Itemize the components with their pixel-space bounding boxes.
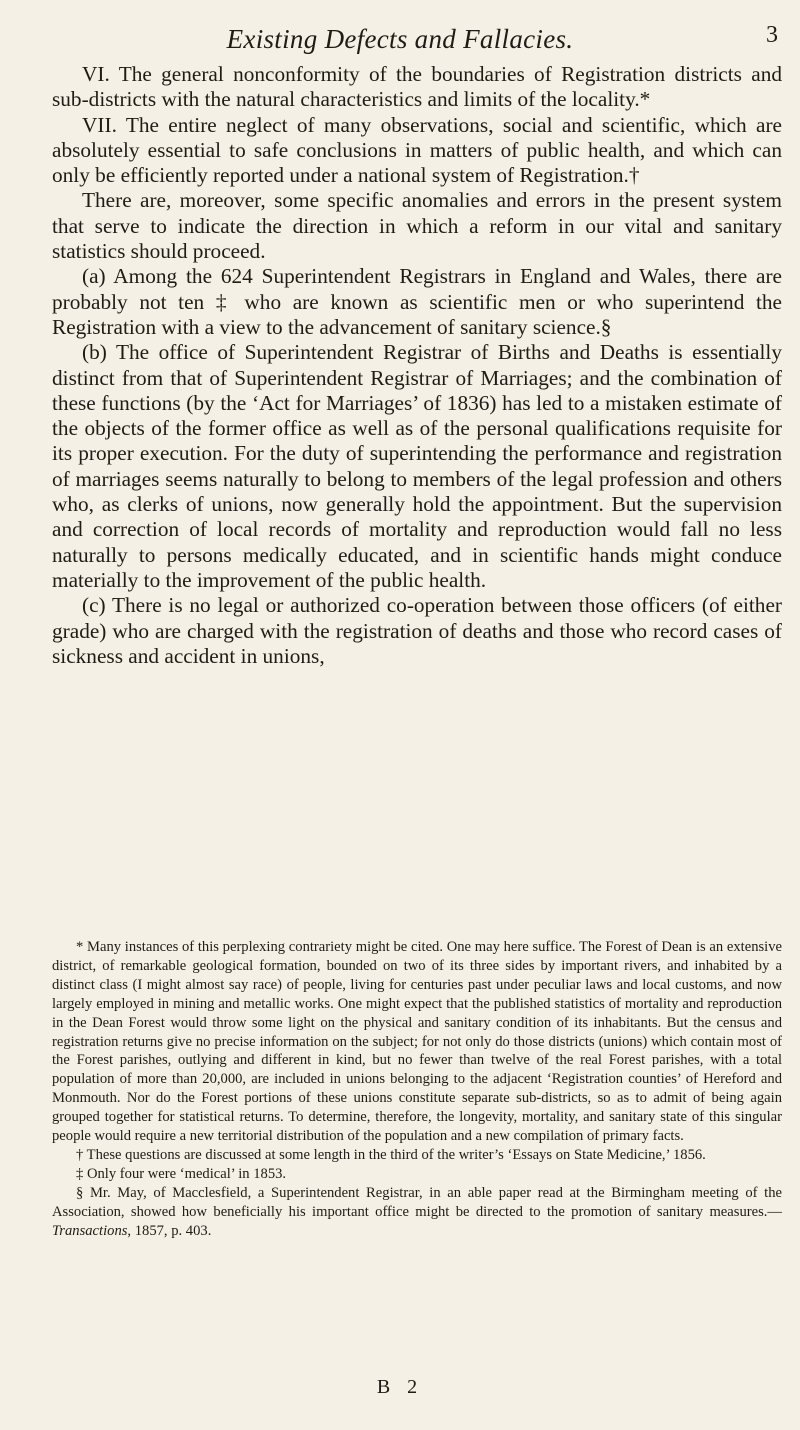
paragraph-c: (c) There is no legal or authorized co-operation between those officers (of either grade) who are charged with the registration of deaths and those who record cases of sickness and accident in unions, bbox=[52, 593, 782, 668]
paragraph-a: (a) Among the 624 Superintendent Registrars in England and Wales, there are probably not ten ‡ who are known as scientific men or who superintend the Registration with a view to the advancement of sanitary science.§ bbox=[52, 264, 782, 339]
page-number: 3 bbox=[766, 22, 778, 48]
signature-mark: B 2 bbox=[376, 1376, 424, 1398]
footnote-star: * Many instances of this perplexing contrariety might be cited. One may here suffice. The Forest of Dean is an extensive district, of remarkable geological formation, bounded on two of its three sides by important rivers, and inhabited by a distinct class (I might almost say race) of people, living for centuries past under peculiar laws and local customs, and now largely employed in mining and metallic works. One might expect that the published statistics of mortality and reproduction in the Dean Forest would throw some light on the physical and sanitary condition of its inhabitants. But the census and registration returns give no precise information on the subject; for not only do those districts (unions) which contain most of the Forest parishes, outlying and different in kind, but no fewer than twelve of the real Forest parishes, with a total population of more than 20,000, are included in unions belonging to the adjacent ‘Registration counties’ of Hereford and Monmouth. Nor do the Forest portions of these unions constitute separate sub-districts, so as to admit of being again grouped together for statistical returns. To determine, therefore, the longevity, mortality, and sanitary state of this singular people would require a new territorial distribution of the population and a new compilation of primary facts. bbox=[52, 939, 782, 1145]
paragraph-vi: VI. The general nonconformity of the boundaries of Registration districts and sub-districts with the natural characteristics and limits of the locality.* bbox=[52, 62, 782, 112]
footnote-dagger: † These questions are discussed at some length in the third of the writer’s ‘Essays on State Medicine,’ 1856. bbox=[76, 1146, 706, 1163]
paragraph-anomalies: There are, moreover, some specific anomalies and errors in the present system that serve to indicate the direction in which a reform in our vital and sanitary statistics should proceed. bbox=[52, 188, 782, 264]
footnote-section bbox=[52, 1184, 782, 1241]
footnote-section-text: § Mr. May, of Macclesfield, a Superintendent Registrar, in an able paper read at the Birmingham meeting of the Association, showed how beneficially his important office might be directed to the promotion of sanitary measures.— bbox=[52, 1184, 782, 1220]
footnote-double-dagger: ‡ Only four were ‘medical’ in 1853. bbox=[76, 1165, 287, 1182]
paragraph-vii: VII. The entire neglect of many observations, social and scientific, which are absolutely essential to safe conclusions in matters of public health, and which can only be efficiently reported under a national system of Registration.† bbox=[52, 112, 782, 188]
footnotes bbox=[52, 938, 782, 1241]
body-text bbox=[52, 62, 782, 669]
footnote-section-citation: , 1857, p. 403. bbox=[127, 1222, 212, 1239]
page-header bbox=[0, 18, 800, 58]
footnote-section-journal: Transactions bbox=[52, 1222, 128, 1239]
running-head: Existing Defects and Fallacies. bbox=[226, 24, 574, 54]
paragraph-b: (b) The office of Superintendent Registrar of Births and Deaths is essentially distinct from that of Superintendent Registrar of Marriages; and the combination of these functions (by the ‘Act for Marriages’ of 1836) has led to a mistaken estimate of the objects of the former office as well as of the personal qualifications requisite for its proper execution. For the duty of superintending the performance and registration of marriages seems naturally to belong to members of the legal profession and others who, as clerks of unions, now generally hold the appointment. But the supervision and correction of local records of mortality and reproduction would fall no less naturally to persons medically educated, and in scientific hands might conduce materially to the improvement of the public health. bbox=[52, 340, 782, 592]
